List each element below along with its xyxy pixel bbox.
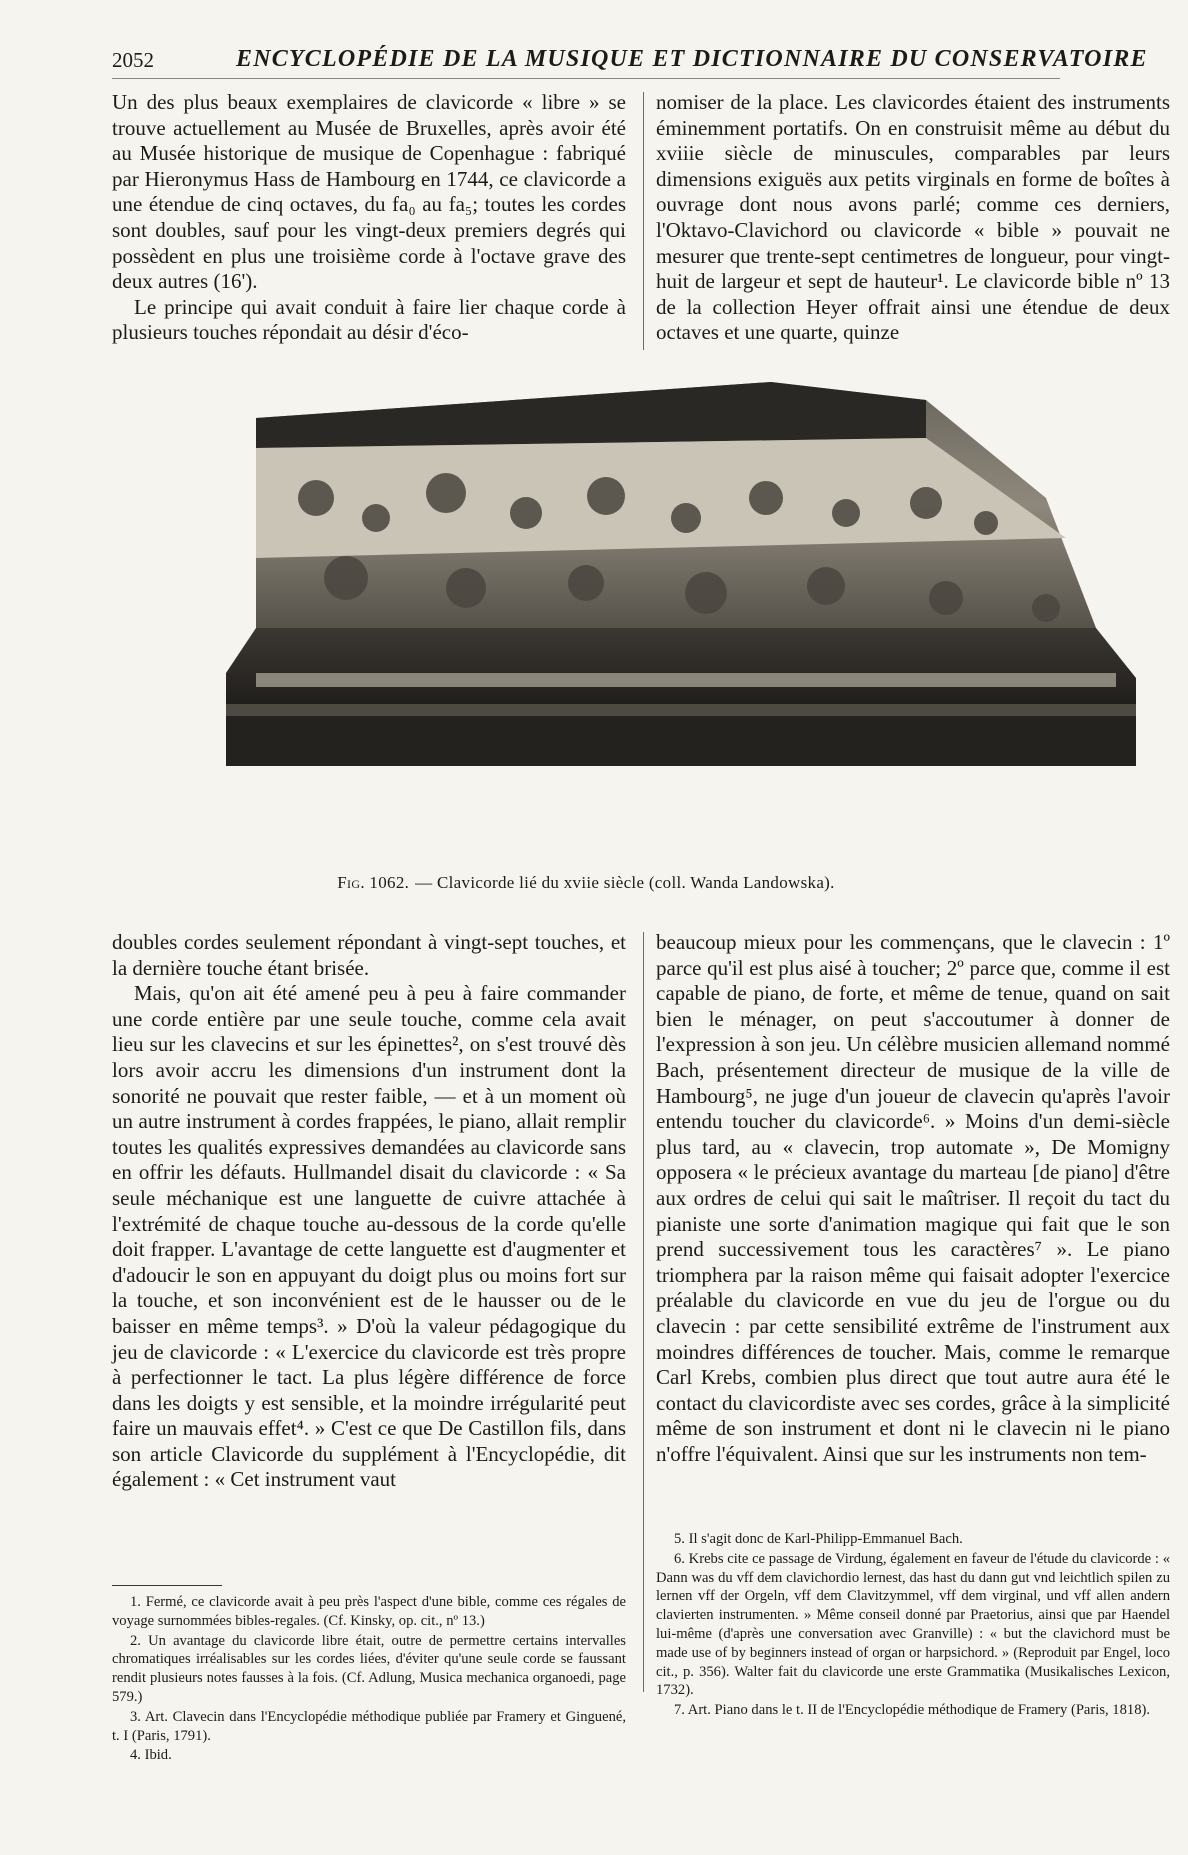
figure-caption [112, 873, 1060, 893]
bottom-left-column [112, 930, 626, 1493]
column-divider [643, 92, 644, 350]
footnote: 1. Fermé, ce clavicorde avait à peu près l'aspect d'une bible, comme ces régales de voyage surnommées bibles-regales. (Cf. Kinsky, op. cit., nº 13.) [112, 1594, 626, 1629]
paragraph: Un des plus beaux exemplaires de clavicorde « libre » se trouve actuellement au Musée de Bruxelles, après avoir été au Musée historique de musique de Copenhague : fabriqué par Hieronymus Hass de Hambourg en 1744, ce clavicorde a une étendue de cinq octaves, du fa₀ au fa₅; toutes les cordes sont doubles, sauf pour les vingt-deux premiers degrés qui possèdent en plus une troisième corde à l'octave grave des deux autres (16'). [112, 90, 626, 294]
figure-caption-text: — Clavicorde lié du xviie siècle (coll. Wanda Landowska). [415, 873, 835, 892]
figure-label: Fig. 1062. [337, 873, 410, 892]
running-title: ENCYCLOPÉDIE DE LA MUSIQUE ET DICTIONNAIRE DU CONSERVATOIRE [236, 46, 1148, 72]
footnote: 5. Il s'agit donc de Karl-Philipp-Emmanuel Bach. [674, 1531, 963, 1547]
paragraph: Mais, qu'on ait été amené peu à peu à faire commander une corde entière par une seule touche, comme cela avait lieu sur les clavecins et sur les épinettes², on s'est trouvé dès lors avoir accru les dimensions d'un instrument dont la sonorité ne pouvait que rester faible, — et à un moment où un autre instrument à cordes frappées, le piano, allait remplir toutes les qualités expressives demandées au clavicorde sans en offrir les défauts. Hullmandel disait du clavicorde : « Sa seule méchanique est une languette de cuivre attachée à l'extrémité de chaque touche au-dessous de la corde qu'elle doit frapper. L'avantage de cette languette est d'augmenter et d'adoucir le son en appuyant du doigt plus ou moins fort sur la touche, et son inconvénient est de le hausser ou de le baisser en même temps³. » D'où la valeur pédagogique du jeu de clavicorde : « L'exercice du clavicorde est très propre à perfectionner le tact. La plus légère différence de force dans les doigts y est sensible, et la moindre irrégularité peut faire un mauvais effet⁴. » C'est ce que De Castillon fils, dans son article Clavicorde du supplément à l'Encyclopédie, dit également : « Cet instrument vaut [112, 981, 626, 1492]
top-left-column [112, 90, 626, 346]
footnote: 3. Art. Clavecin dans l'Encyclopédie méthodique publiée par Framery et Ginguené, t. I (Paris, 1791). [112, 1708, 626, 1744]
top-right-column [656, 90, 1170, 346]
clavichord-photo [226, 378, 1136, 846]
column-divider [643, 932, 644, 1692]
paragraph: nomiser de la place. Les clavicordes étaient des instruments éminemment portatifs. On en construisit même au début du xviiie siècle de minuscules, comparables par leurs dimensions exiguës aux petits virginals en forme de boîtes à ouvrage dont nous avons parlé; comme ces derniers, l'Oktavo-Clavichord ou clavicorde « bible » pouvait ne mesurer que trente-sept centimetres de longueur, pour vingt-huit de largeur et sept de hauteur¹. Le clavicorde bible nº 13 de la collection Heyer offrait ainsi une étendue de deux octaves et une quarte, quinze [656, 90, 1170, 345]
page-number: 2052 [112, 48, 154, 72]
paragraph: doubles cordes seulement répondant à vingt-sept touches, et la dernière touche étant brisée. [112, 930, 626, 980]
bottom-right-column [656, 930, 1170, 1467]
footnote: 2. Un avantage du clavicorde libre était, outre de permettre certains intervalles chromatiques irréalisables sur les cordes liées, d'éviter qu'une seule corde se faussant rendit plusieurs notes fausses à la fois. (Cf. Adlung, Musica mechanica organoedi, page 579.) [112, 1632, 626, 1705]
footnote: 7. Art. Piano dans le t. II de l'Encyclopédie méthodique de Framery (Paris, 1818). [674, 1702, 1150, 1719]
running-header [112, 44, 1148, 79]
footnotes-left [112, 1593, 626, 1766]
footnote: 6. Krebs cite ce passage de Virdung, également en faveur de l'étude du clavicorde : « Dann was du vff dem clavichordio lernest, das hast du dann gut vnd leichtlich spilen zu lernen vff der Orgeln, vff dem Clavitzymmel, vff dem virginal, und vff allen andern clavierten instrumenten. » Même conseil donné par Praetorius, ainsi que par Haendel lui-même (d'après une conversation avec Granville) : « but the clavichord must be made use of by beginners instead of organ or harpsichord. » (Reproduit par Engel, loco cit., p. 356). Walter fait du clavicorde une erste Grammatika (Musikalisches Lexicon, 1732). [656, 1550, 1170, 1699]
footnote: 4. Ibid. [130, 1747, 172, 1764]
paragraph: Le principe qui avait conduit à faire lier chaque corde à plusieurs touches répondait au désir d'éco- [112, 294, 626, 345]
footnote-rule [112, 1585, 222, 1586]
paragraph: beaucoup mieux pour les commençans, que le clavecin : 1º parce qu'il est plus aisé à toucher; 2º parce que, comme il est capable de piano, de forte, et même de tenue, quand on sait bien le ménager, on peut s'accoutumer à donner de l'expression à son jeu. Un célèbre musicien allemand nommé Bach, présentement directeur de musique de la ville de Hambourg⁵, ne juge d'un joueur de clavecin qu'après l'avoir entendu toucher du clavicorde⁶. » Moins d'un demi-siècle plus tard, au « clavecin, trop automate », De Momigny opposera « le précieux avantage du marteau [de piano] d'être aux ordres de celui qui sait le maîtriser. Il reçoit du tact du pianiste une sorte d'animation magique qui fait que le son prend successivement tous les caractères⁷ ». Le piano triomphera par la raison même qui faisait adopter l'exercice préalable du clavicorde en vue du jeu de l'orgue ou du clavecin : par cette sensibilité extrême de l'instrument aux moindres différences de toucher. Mais, comme le remarque Carl Krebs, combien plus direct que tout autre aura été le contact du clavicordiste avec ses cordes, grâce à la simplicité même de son instrument et dont ni le clavecin ni le piano n'offre l'équivalent. Ainsi que sur les instruments non tem- [656, 930, 1170, 1466]
footnotes-right [656, 1530, 1170, 1721]
clavichord-illustration [226, 378, 1136, 846]
